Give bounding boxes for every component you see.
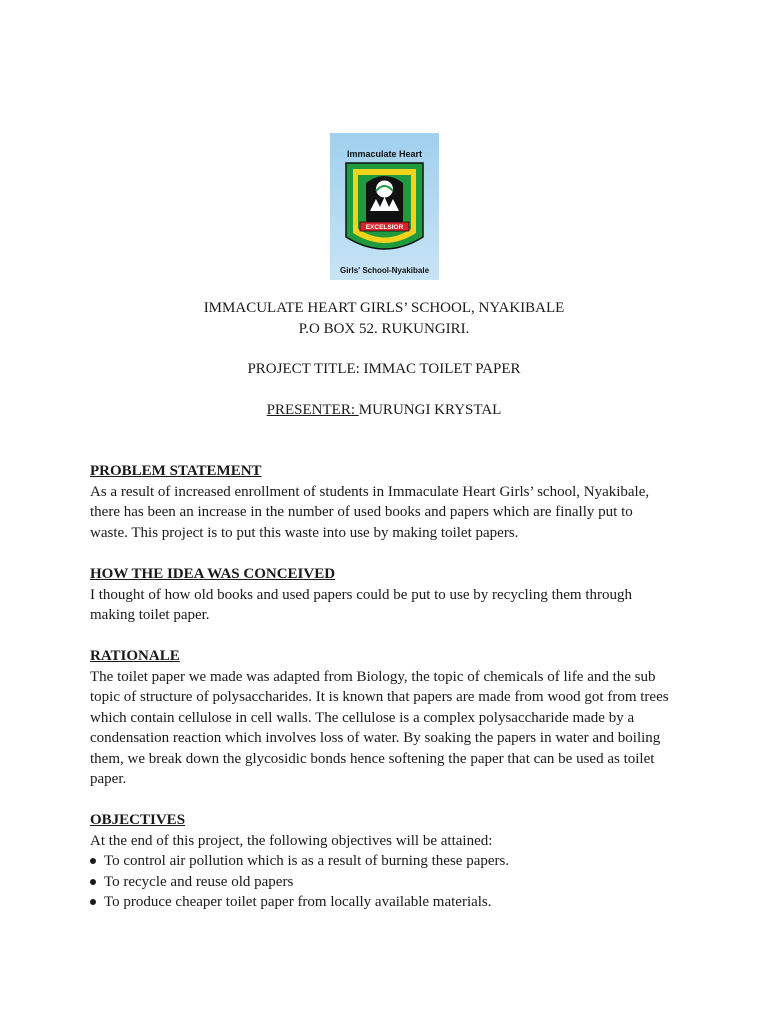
school-logo: [330, 133, 439, 280]
school-name: IMMACULATE HEART GIRLS’ SCHOOL, NYAKIBALE: [203, 300, 565, 316]
objectives-list: [90, 851, 680, 913]
bullet-icon: [90, 879, 96, 885]
presenter-name: MURUNGI KRYSTAL: [358, 402, 502, 418]
objectives-section: [90, 810, 680, 913]
rationale-section: [90, 646, 680, 790]
presenter-label: PRESENTER:: [266, 402, 359, 418]
list-item: To recycle and reuse old papers: [90, 872, 680, 893]
rationale-line: paper.: [90, 771, 127, 787]
rationale-line: topic of structure of polysaccharides. It is known that papers are made from wood got from trees: [90, 689, 669, 705]
problem-statement-heading: PROBLEM STATEMENT: [90, 463, 262, 479]
idea-line: making toilet paper.: [90, 607, 210, 623]
objectives-heading: OBJECTIVES: [90, 812, 186, 828]
bullet-icon: [90, 858, 96, 864]
rationale-line: which contain cellulose in cell walls. The cellulose is a complex polysaccharide made by a: [90, 709, 635, 726]
project-title: PROJECT TITLE: IMMAC TOILET PAPER: [247, 361, 521, 377]
objectives-intro: At the end of this project, the following objectives will be attained:: [90, 832, 493, 849]
logo-top-text: Immaculate Heart: [346, 149, 423, 159]
idea-section: [90, 564, 680, 626]
problem-line: As a result of increased enrollment of students in Immaculate Heart Girls’ school, Nyakibale,: [90, 483, 650, 500]
rationale-line: The toilet paper we made was adapted from Biology, the topic of chemicals of life and the sub: [90, 668, 656, 685]
problem-line: waste. This project is to put this waste into use by making toilet papers.: [90, 524, 519, 541]
idea-heading: HOW THE IDEA WAS CONCEIVED: [90, 566, 336, 582]
rationale-line: them, we break down the glycosidic bonds hence softening the paper that can be used as toilet: [90, 750, 655, 767]
rationale-heading: RATIONALE: [90, 648, 180, 664]
list-item: To produce cheaper toilet paper from locally available materials.: [90, 892, 680, 913]
presenter-line: [0, 400, 768, 420]
school-crest-icon: [330, 133, 439, 280]
list-item: To control air pollution which is as a result of burning these papers.: [90, 851, 680, 872]
logo-motto: EXCELSIOR: [365, 224, 404, 231]
problem-statement-section: [90, 461, 680, 543]
rationale-line: condensation reaction which involves loss of water. By soaking the papers in water and boiling: [90, 730, 661, 746]
logo-bottom-text: Girls' School-Nyakibale: [339, 266, 430, 275]
idea-line: I thought of how old books and used papers could be put to use by recycling them through: [90, 586, 632, 603]
problem-line: there has been an increase in the number of used books and papers which are finally put to: [90, 504, 633, 520]
bullet-icon: [90, 899, 96, 905]
school-address: P.O BOX 52. RUKUNGIRI.: [298, 321, 470, 337]
